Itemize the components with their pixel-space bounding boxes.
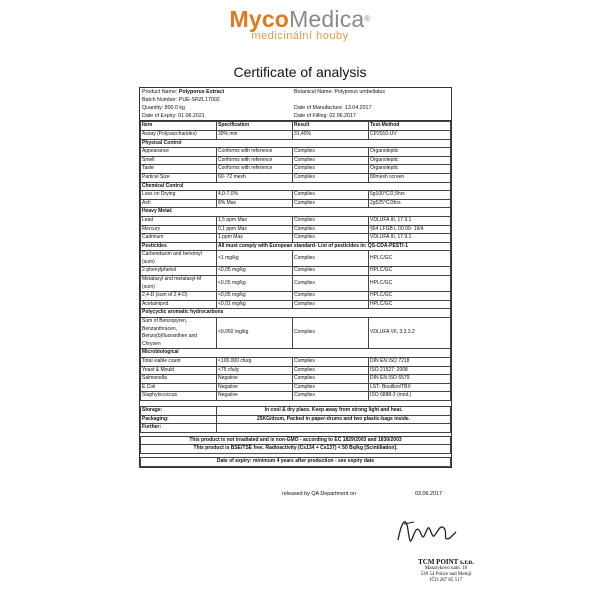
further-row: Further: (141, 424, 451, 433)
table-row (141, 358, 451, 367)
table-cell: Cadmium (141, 234, 217, 243)
release-note: released by QA Department on (282, 491, 357, 497)
table-cell: 4,0-7,0% (217, 191, 293, 200)
table-cell: <1 mg/kg (217, 251, 293, 267)
table-row (141, 191, 451, 200)
table-cell: Negative (217, 392, 293, 401)
table-cell: Conforms with reference (217, 165, 293, 174)
pesticides-note: All must comply with European standard- List of pesticides in: QS-CDA-PESTI-1 (217, 242, 451, 251)
product-name: Product Name: Polyporus Extract (142, 89, 225, 95)
table-cell: Loss on Drying (141, 191, 217, 200)
table-row (141, 234, 451, 243)
table-cell: VDLUFA VII, 3.3.3.2 (369, 318, 451, 349)
table-cell: Conforms with reference (217, 156, 293, 165)
table-row (141, 383, 451, 392)
section-row (141, 208, 451, 217)
table-cell: Complies (293, 392, 369, 401)
table-cell: 31,40% (293, 130, 369, 139)
table-cell: HPLC/GC (369, 292, 451, 301)
storage-row: Storage: In cool & dry place. Keep away from strong light and heat. (141, 406, 451, 415)
table-cell: 30% min (217, 130, 293, 139)
table-cell: <0,01 mg/kg (217, 300, 293, 309)
table-row (141, 225, 451, 234)
date-of-manufacture: Date of Manufacture: 13.04.2017 (294, 105, 372, 112)
table-row (141, 130, 451, 139)
logo-wordmark: MycoMedica® (229, 6, 371, 32)
table-cell: 1,5 ppm Max (217, 216, 293, 225)
table-cell: Complies (293, 225, 369, 234)
company-stamp: TCM POINT s.r.o. Masarykovo nám. 18 549 54 Police nad Metují IČO 287 85 517 (418, 558, 474, 583)
table-row (141, 318, 451, 349)
table-cell: Total viable count (141, 358, 217, 367)
table-cell: Complies (293, 173, 369, 182)
table-cell: VDLUFA III, 17.9.1 (369, 234, 451, 243)
table-cell: 2g525°C/3hrs (369, 199, 451, 208)
table-cell: LST- Bouillon/TBX (369, 383, 451, 392)
table-cell: Complies (293, 383, 369, 392)
section-label: Heavy Metal: (141, 208, 451, 217)
table-cell: CP2010-UV (369, 130, 451, 139)
table-cell: HPLC/GC (369, 300, 451, 309)
table-cell: 5g100°C/2,5hrs (369, 191, 451, 200)
table-cell: Complies (293, 267, 369, 276)
section-row (141, 309, 451, 318)
table-cell: Complies (293, 375, 369, 384)
table-cell: Carbendazim and benomyl (sum) (141, 251, 217, 267)
table-cell: Appearance (141, 148, 217, 157)
table-cell: Complies (293, 366, 369, 375)
table-row (141, 156, 451, 165)
section-row (141, 349, 451, 358)
table-cell: 60- 72 mesh (217, 173, 293, 182)
table-cell: ISO 6888-3 (mod.) (369, 392, 451, 401)
table-cell: Salmonella (141, 375, 217, 384)
analysis-table (140, 121, 451, 401)
botanical-name: Botanical Name: Polyporus umbellatus (294, 89, 385, 95)
table-row (141, 148, 451, 157)
column-header: Test-Method (369, 122, 451, 131)
table-cell: Complies (293, 292, 369, 301)
table-row (141, 392, 451, 401)
table-row (141, 375, 451, 384)
handwritten-signature (392, 510, 462, 555)
table-cell: Assay (Polysaccharides) (141, 130, 217, 139)
table-cell: Negative (217, 375, 293, 384)
section-row (141, 139, 451, 148)
table-row (141, 199, 451, 208)
section-label: Polycyclic aromatic hydrocarbons (141, 309, 451, 318)
section-label: Chemical Control (141, 182, 451, 191)
table-cell: 80mesh screen (369, 173, 451, 182)
table-cell: Yeast & Mould (141, 366, 217, 375)
table-cell: Lead (141, 216, 217, 225)
table-cell: Complies (293, 318, 369, 349)
table-cell: Mercury (141, 225, 217, 234)
table-cell: 1 ppm Max (217, 234, 293, 243)
column-header: Item (141, 122, 217, 131)
gmo-row: This product is not irradiated and is non-GMO - according to EC 1829/2003 and 1830/2003 (141, 436, 451, 445)
document-title: Certificate of analysis (233, 64, 367, 80)
table-cell: E.Coli (141, 383, 217, 392)
table-cell: HPLC/GC (369, 251, 451, 267)
table-cell: VDLUFA III, 17.9.1 (369, 216, 451, 225)
table-cell: Staphylococcus (141, 392, 217, 401)
table-cell: Complies (293, 199, 369, 208)
section-label: Physical Control (141, 139, 451, 148)
table-cell: DIN EN ISO 6579 (369, 375, 451, 384)
table-cell: Complies (293, 358, 369, 367)
product-header (140, 88, 451, 121)
table-row (141, 300, 451, 309)
pesticides-row (141, 242, 451, 251)
table-body (141, 130, 451, 400)
table-cell: <0,05 mg/kg (217, 292, 293, 301)
table-cell: <0,05 mg/kg (217, 276, 293, 292)
section-row (141, 182, 451, 191)
table-row (141, 267, 451, 276)
table-cell: Complies (293, 251, 369, 267)
table-cell: Complies (293, 156, 369, 165)
table-cell: Complies (293, 234, 369, 243)
table-cell: Complies (293, 191, 369, 200)
table-cell: <0,050 mg/kg (217, 318, 293, 349)
table-cell: 0,1 ppm Max (217, 225, 293, 234)
table-cell: 2-phenylphenol (141, 267, 217, 276)
column-header: Specification (217, 122, 293, 131)
column-header: Result (293, 122, 369, 131)
table-cell: Taste (141, 165, 217, 174)
expiry-note-row: Date of expiry: minimum 4 years after production - see expiry date (141, 457, 451, 466)
table-cell: Conforms with reference (217, 148, 293, 157)
table-row (141, 216, 451, 225)
table-row (141, 292, 451, 301)
quantity: Quantity: 800.0 kg (142, 105, 185, 112)
section-label: Pesticides (141, 242, 217, 251)
table-row (141, 276, 451, 292)
table-row (141, 165, 451, 174)
table-row (141, 173, 451, 182)
table-cell: <0,05 mg/kg (217, 267, 293, 276)
table-cell: Complies (293, 300, 369, 309)
table-cell: <75 cfu/g (217, 366, 293, 375)
table-cell: ISO 21527: 2008 (369, 366, 451, 375)
table-cell: DIN EN ISO 7218 (369, 358, 451, 367)
table-cell: Metalaxyl and metalaxyl-M (sum) (141, 276, 217, 292)
batch-number: Batch Number: PUE-SRZL17002 (142, 97, 220, 104)
date-of-expiry: Date of Expiry: 01.06.2021 (142, 113, 205, 120)
table-row (141, 251, 451, 267)
release-date: 03.06.2017 (415, 491, 442, 497)
table-cell: Complies (293, 148, 369, 157)
table-cell: 8% Max (217, 199, 293, 208)
packaging-row: Packaging: 25KG/drum, Packed in paper-drums and two plastic-bags inside. (141, 415, 451, 424)
logo-subtitle: medicinální houby (251, 30, 349, 42)
table-cell: HPLC/GC (369, 276, 451, 292)
table-cell: Sum of Benzopyren, Benzanthracen, Benzo(b)fluoranthen and Chrysen (141, 318, 217, 349)
table-cell: 2,4-D (sum of 2,4-D) (141, 292, 217, 301)
table-cell: Organoleptic (369, 148, 451, 157)
bse-row: This product is BSE/TSE free. Radioactivity (Cs134 + Cs137) < 50 Bq/kg [Scintillation]. (141, 445, 451, 454)
table-cell: Organoleptic (369, 165, 451, 174)
table-cell: Organoleptic (369, 156, 451, 165)
table-cell: Complies (293, 165, 369, 174)
table-cell: Particel Size (141, 173, 217, 182)
footer-table (140, 406, 451, 467)
table-cell: <100.000 cfu/g (217, 358, 293, 367)
table-row (141, 366, 451, 375)
table-cell: Smell (141, 156, 217, 165)
date-of-filling: Date of Filling: 02.06.2017 (294, 113, 356, 120)
table-cell: Complies (293, 276, 369, 292)
brand-logo (0, 6, 600, 42)
certificate-document (139, 87, 452, 468)
table-cell: Negative (217, 383, 293, 392)
table-cell: HPLC/GC (369, 267, 451, 276)
section-label: Microbiological (141, 349, 451, 358)
table-header-row (141, 122, 451, 131)
table-cell: Ash (141, 199, 217, 208)
table-cell: Acetamiprid (141, 300, 217, 309)
table-cell: §64 LFGB L 00.00- 19/4 (369, 225, 451, 234)
table-cell: Complies (293, 216, 369, 225)
